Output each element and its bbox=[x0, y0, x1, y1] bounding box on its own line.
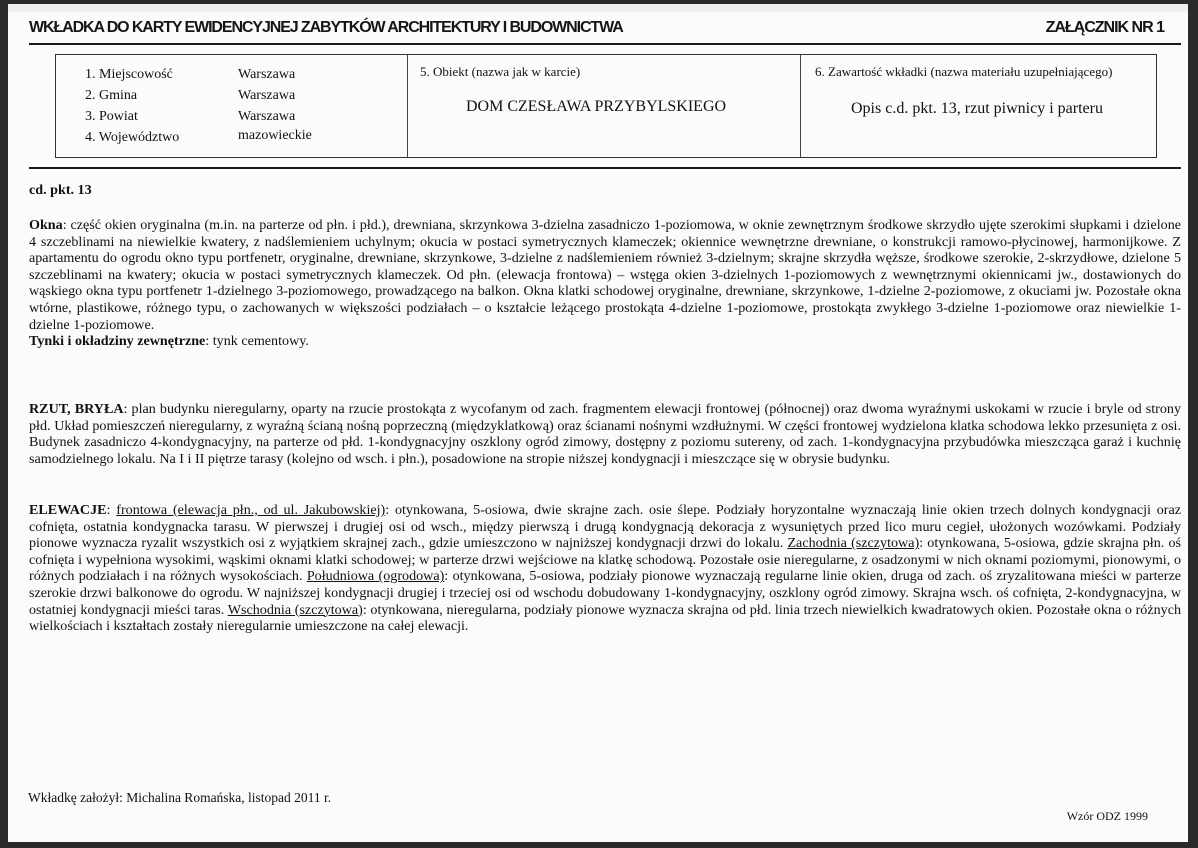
rzut-text: : plan budynku nieregularny, oparty na rzucie prostokąta z wycofanym od zach. fragmentem elewacji frontowej (północnej) oraz dwoma wyraźnymi uskokami w rzucie i bryle od strony płd. Układ pomieszczeń nieregularny, z wyraźną ścianą nośną poprzeczną (międzyklatkową) oraz ścianami nośnymi wzdłużnymi. W części frontowej wydzielona klatka schodowa lekko przesunięta z osi. Budynek zasadniczo 4-kondygnacyjny, na parterze od płd. 1-kondygnacyjny oszklony ogród zimowy, dostępny z poziomu sutereny, od zach. 1-kondygnacyjna przybudówka mieszcząca garaż i kuchnię samodzielnego lokalu. Na I i II piętrze tarasy (kolejno od wsch. i płn.), posadowione na stropie niższej kondygnacji i mieszczące się w obrysie budynku. bbox=[29, 401, 1182, 467]
object-name: DOM CZESŁAWA PRZYBYLSKIEGO bbox=[466, 98, 727, 115]
okna-paragraph bbox=[29, 217, 1181, 333]
zachodnia-text: : otynkowana, 5-osiowa, gdzie skrajna płn. oś cofnięta i wypełniona wysokimi, wąskimi oknami klatki schodowej; w parterze drzwi wejściowe na klatkę schodową. Pozostałe osie nieregularne, z osadzonymi w nich oknami poziomymi, pionowymi, o różnych podziałach i na różnych wysokościach. bbox=[29, 535, 1181, 585]
location-value-3: Warszawa bbox=[238, 109, 296, 124]
okna-section bbox=[29, 217, 1181, 350]
elewacje-heading: ELEWACJE bbox=[29, 502, 107, 518]
frontowa-label: frontowa (elewacja płn., od ul. Jakubowskiej) bbox=[116, 502, 386, 518]
location-label-1: 1. Miejscowość bbox=[85, 67, 173, 82]
header-rule bbox=[29, 43, 1181, 45]
info-box bbox=[55, 54, 1157, 158]
frontowa-text: : otynkowana, 5-osiowa, dwie skrajne zach. osie ślepe. Podziały horyzontalne wyznaczają linie okien trzech dolnych kondygnacji oraz cofnięta, ostatnia kondygnacka tarasu. W pierwszej i drugiej osi od wsch., między pierwszą i drugą kondygnacją dekoracja z wysuniętych przed lico muru cegieł, ułożonych wozówkami. Podziały pionowe wyznacza ryzalit wszystkich osi z wyjątkiem skrajnej zach., gdzie umieszczono w najniższej kondygnacji drzwi do lokalu. bbox=[29, 502, 1182, 552]
okna-text: : część okien oryginalna (m.in. na parterze od płn. i płd.), drewniana, skrzynkowa 3-dzielna zasadniczo 1-poziomowa, w oknie zewnętrznym środkowe skrzydło ujęte szerokimi słupkami i dzielone 4 szczeblinami na niewielkie kwatery, z nadślemieniem uchylnym; okucia w postaci symetrycznych klameczek; okiennice wewnętrzne drewniane, o konstrukcji ramowo-płycinowej, harmonijkowe. Z apartamentu do ogrodu okno typu portfenetr, oryginalne, drewniane, skrzynkowe, 3-dzielne z nadślemieniem również 3-dzielnym; skrajne skrzydła węższe, środkowe szerokie, 2-skrzydłowe, dzielone 5 szczeblinami na kwatery; okucia w postaci symetrycznych klameczek. Od płn. (elewacja frontowa) – wstęga okien 3-dzielnych 1-poziomowych z wewnętrznymi okiennicami jw., dostawionych do wąskiego okna typu portfenetr 1-dzielnego 3-poziomowego, prowadzącego na balkon. Okna klatki schodowej oryginalne, drewniane, skrzynkowe, 1-dzielne 2-poziomowe, z okuciami jw. Pozostałe okna wtórne, plastikowe, różnego typu, o zachowanych w większości podziałach – o kształcie leżącego prostokąta 4-dzielne 1-poziomowe, prostokąta zwykłego 3-dzielne 1-poziomowe oraz niewielkie 1-dzielne 1-poziomowe. bbox=[29, 217, 1181, 333]
okna-heading: Okna bbox=[29, 217, 63, 233]
elewacje-colon: : bbox=[106, 502, 117, 518]
tynki-text: : tynk cementowy. bbox=[205, 333, 309, 350]
location-value-4: mazowieckie bbox=[238, 128, 312, 143]
rzut-section bbox=[29, 401, 1181, 467]
location-label-2: 2. Gmina bbox=[85, 88, 138, 103]
poludniowa-label: Południowa (ogrodowa) bbox=[306, 568, 445, 585]
contents-label: 6. Zawartość wkładki (nazwa materiału uzupełniającego) bbox=[815, 64, 1113, 79]
sheet-top-edge bbox=[8, 4, 1188, 12]
elewacje-section bbox=[29, 502, 1181, 635]
tynki-heading: Tynki i okładziny zewnętrzne bbox=[29, 333, 206, 350]
location-value-2: Warszawa bbox=[238, 88, 296, 103]
annex-number: ZAŁĄCZNIK NR 1 bbox=[1045, 19, 1164, 36]
form-title: WKŁADKA DO KARTY EWIDENCYJNEJ ZABYTKÓW ARCHITEKTURY I BUDOWNICTWA bbox=[29, 19, 623, 36]
section-heading bbox=[29, 182, 1181, 199]
object-column bbox=[408, 55, 801, 157]
zachodnia-label: Zachodnia (szczytowa) bbox=[787, 535, 920, 552]
template-note: Wzór ODZ 1999 bbox=[1066, 809, 1148, 823]
elewacje-paragraph bbox=[29, 502, 1181, 635]
wschodnia-label: Wschodnia (szczytowa) bbox=[227, 601, 363, 618]
contents-value: Opis c.d. pkt. 13, rzut piwnicy i parteru bbox=[851, 100, 1103, 117]
section-heading-text: cd. pkt. 13 bbox=[29, 182, 92, 198]
location-column bbox=[56, 55, 408, 157]
wschodnia-text: : otynkowana, nieregularna, podziały pionowe wyznacza skrajna od płd. linia trzech niewielkich kwadratowych okien. Pozostałe okna o różnych wielkościach i kształtach zostały nieregularnie umieszczone na całej elewacji. bbox=[29, 601, 1181, 635]
poludniowa-text: : otynkowana, 5-osiowa, podziały pionowe wyznaczają regularne linie okien, druga od zach. oś zryzalitowana mieści w parterze szerokie drzwi balkonowe do ogrodu. W najniższej kondygnacji drugiej i trzeciej osi od wschodu dobudowany 1-kondygnacyjny, oszklony ogród zimowy. Skrajna wsch. oś cofnięta, 2-kondygnacyjna, w ostatniej kondygnacji mieści taras. bbox=[29, 568, 1181, 618]
contents-column bbox=[801, 55, 1156, 157]
author-note: Wkładkę założył: Michalina Romańska, listopad 2011 r. bbox=[28, 790, 332, 805]
location-label-4: 4. Województwo bbox=[85, 130, 180, 145]
location-label-3: 3. Powiat bbox=[85, 109, 138, 124]
location-value-1: Warszawa bbox=[238, 67, 296, 82]
form-sheet bbox=[8, 4, 1188, 842]
rzut-paragraph bbox=[29, 401, 1181, 467]
infobox-rule bbox=[29, 167, 1181, 169]
object-label: 5. Obiekt (nazwa jak w karcie) bbox=[420, 64, 581, 79]
tynki-paragraph bbox=[29, 333, 1181, 350]
rzut-heading: RZUT, BRYŁA bbox=[29, 401, 124, 417]
